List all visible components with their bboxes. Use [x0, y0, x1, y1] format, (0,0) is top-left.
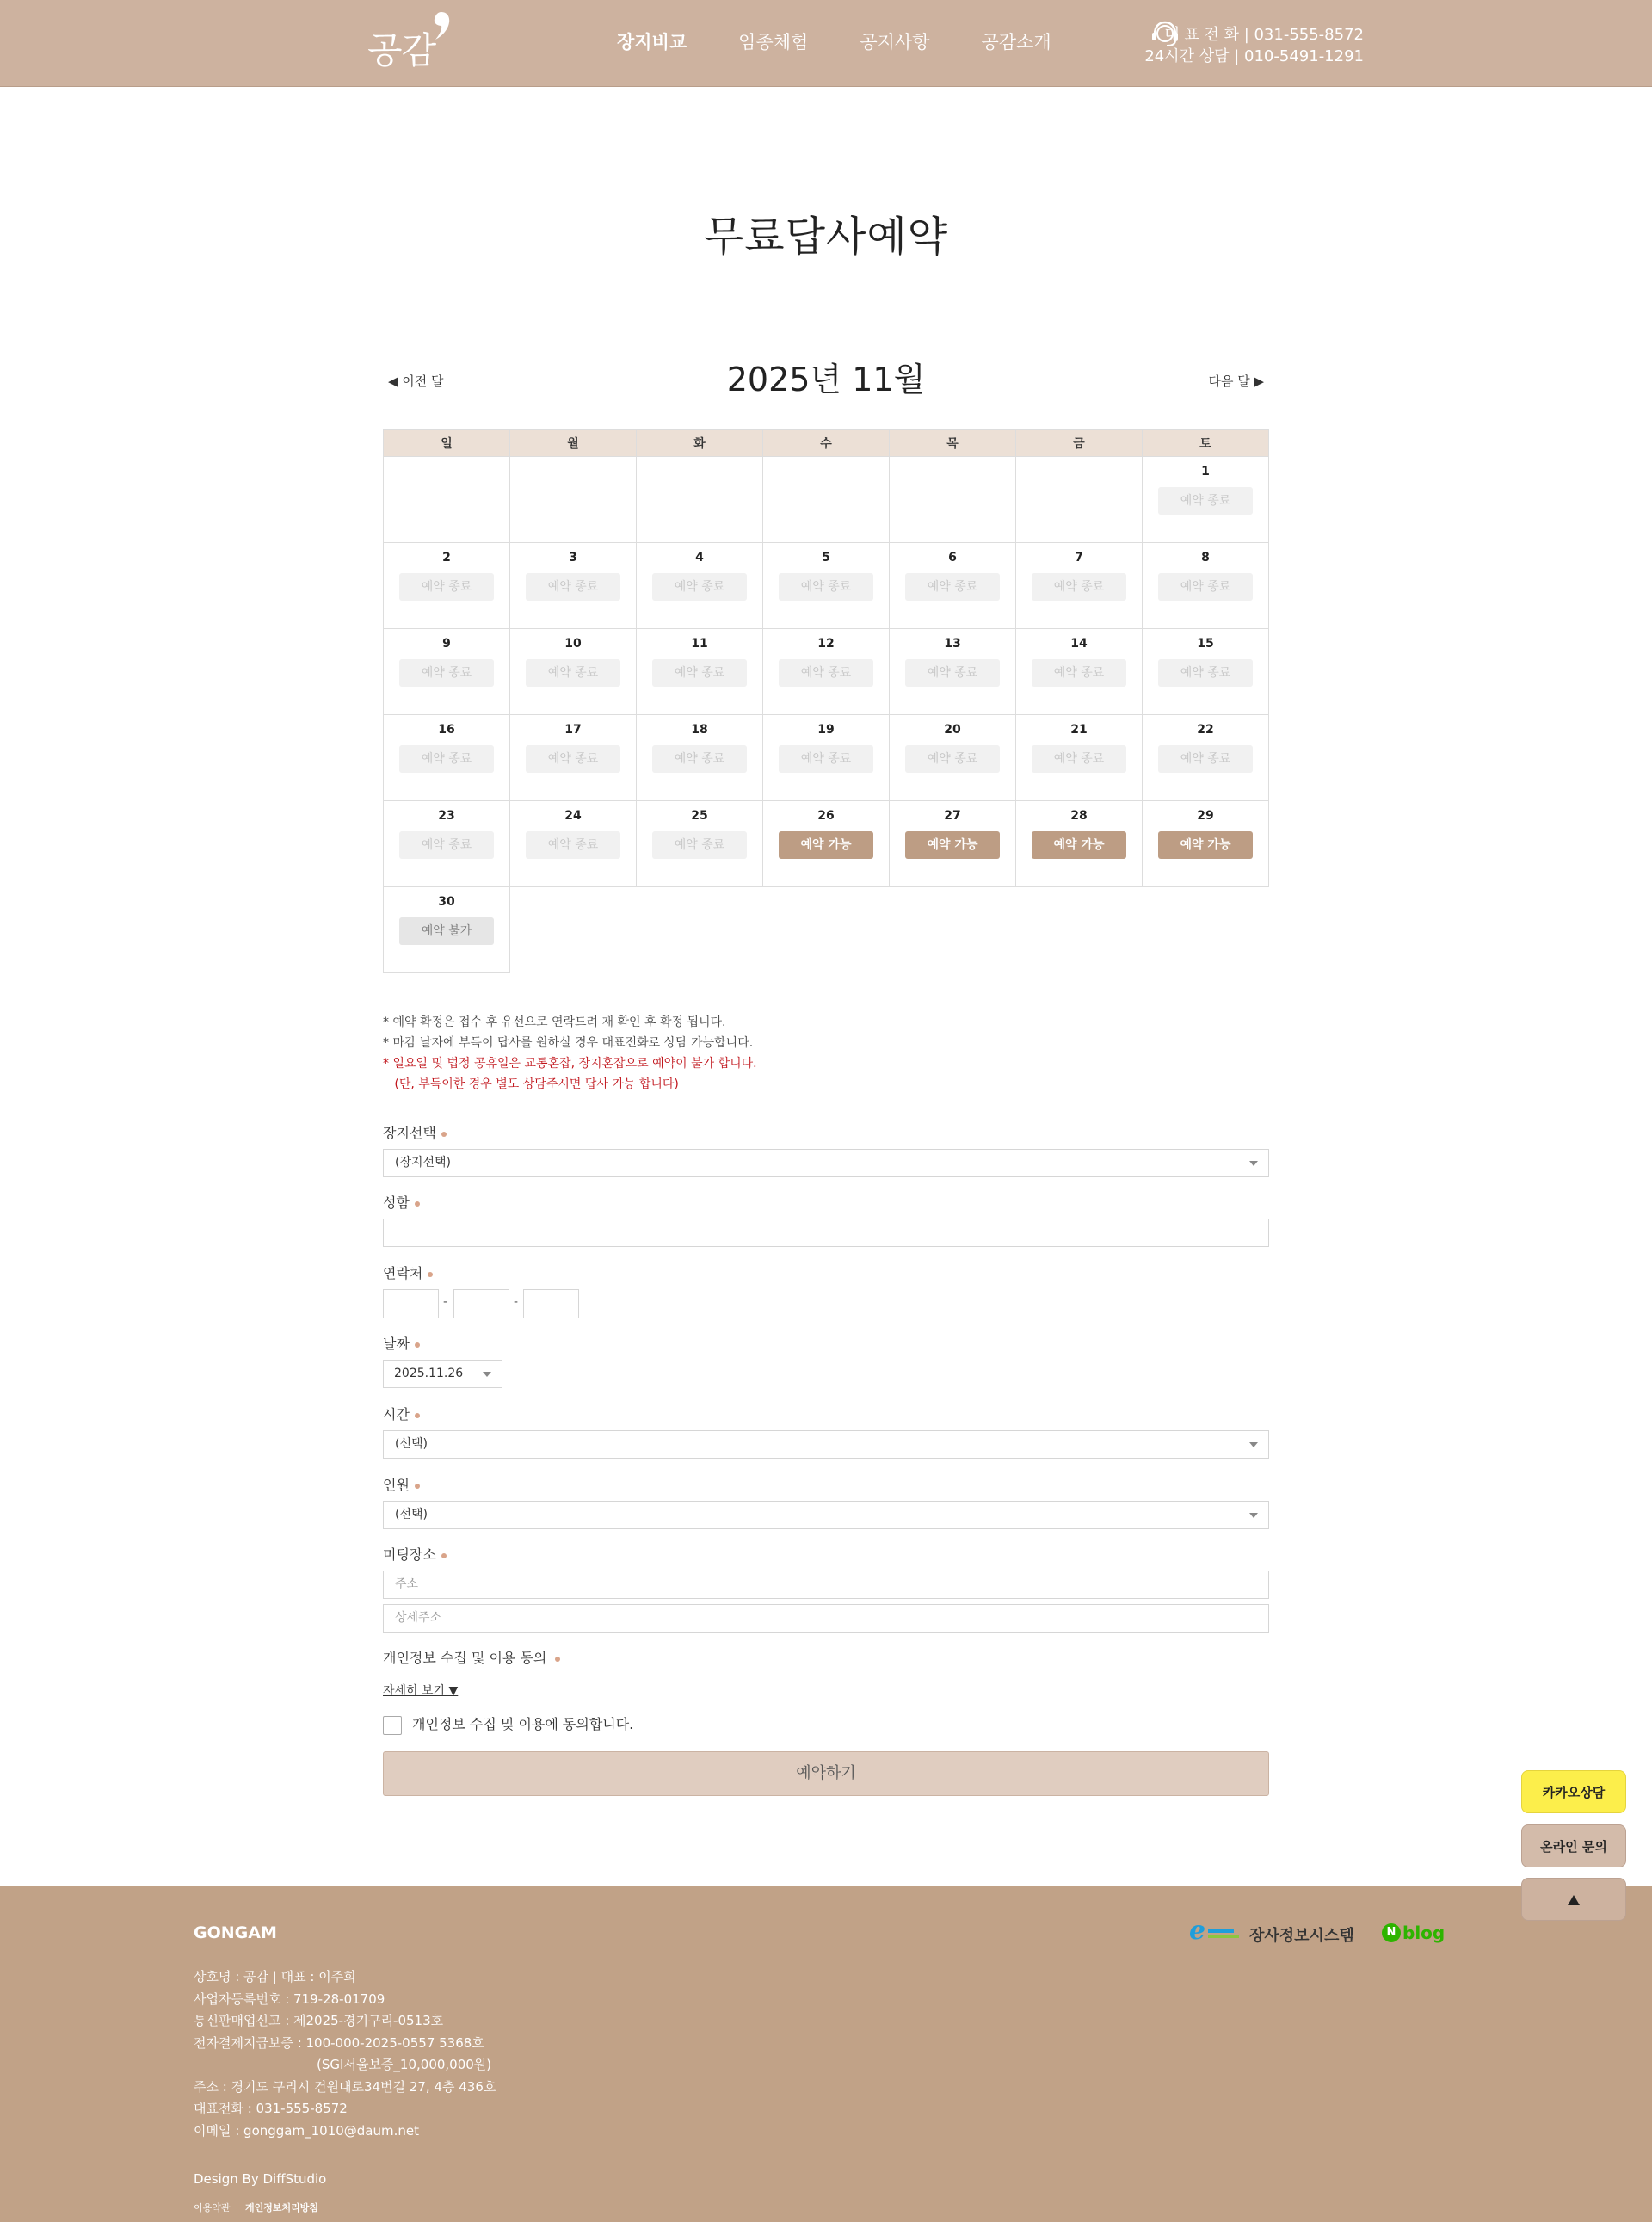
day-number: 15 — [1197, 637, 1214, 651]
calendar-day-cell — [384, 715, 510, 801]
calendar-day-cell — [763, 543, 890, 629]
day-number: 23 — [438, 809, 455, 823]
calendar-empty-cell — [384, 457, 510, 543]
calendar-day-cell — [384, 801, 510, 887]
reserve-closed-badge: 예약 종료 — [1158, 659, 1253, 687]
calendar-filler-cell — [637, 887, 763, 973]
calendar-day-cell — [890, 543, 1016, 629]
naver-n-icon: N — [1382, 1923, 1401, 1942]
day-number: 25 — [691, 809, 708, 823]
chevron-down-icon — [1249, 1161, 1258, 1166]
arrow-up-icon — [1568, 1895, 1580, 1905]
privacy-agree[interactable] — [383, 1713, 633, 1735]
name-input[interactable] — [383, 1219, 1269, 1247]
required-dot — [428, 1272, 433, 1277]
agree-checkbox[interactable] — [383, 1716, 402, 1735]
people-label — [383, 1474, 420, 1494]
nav-item-experience[interactable]: 임종체험 — [738, 32, 809, 52]
weekday-row — [384, 430, 1269, 457]
reserve-available-button[interactable]: 예약 가능 — [1158, 831, 1253, 859]
calendar-day-cell — [510, 715, 637, 801]
day-number: 21 — [1070, 723, 1088, 737]
day-number: 17 — [564, 723, 582, 737]
nav-item-compare[interactable]: 장지비교 — [617, 32, 687, 52]
place-select[interactable] — [383, 1149, 1269, 1177]
calendar-day-cell — [1016, 715, 1143, 801]
footer-info-line: 대표전화 : 031-555-8572 — [194, 2101, 348, 2116]
logo-text: 공감 — [367, 29, 436, 71]
day-number: 26 — [817, 809, 835, 823]
logo[interactable] — [367, 10, 462, 71]
naver-blog-logo[interactable] — [1382, 1923, 1451, 1945]
reserve-closed-badge: 예약 종료 — [1032, 573, 1126, 601]
name-label-text: 성함 — [383, 1194, 410, 1211]
kakao-consult-button[interactable]: 카카오상담 — [1521, 1770, 1626, 1813]
phone-separator: - — [443, 1295, 448, 1309]
calendar-week-row — [384, 801, 1269, 887]
contact-info — [1144, 24, 1364, 67]
day-number: 19 — [817, 723, 835, 737]
reserve-closed-badge: 예약 종료 — [1158, 573, 1253, 601]
calendar-day-cell — [890, 629, 1016, 715]
required-dot — [555, 1657, 560, 1662]
day-number: 10 — [564, 637, 582, 651]
reserve-closed-badge: 예약 종료 — [1032, 745, 1126, 773]
weekday-header: 토 — [1143, 430, 1269, 457]
date-select-value: 2025.11.26 — [394, 1367, 464, 1380]
footer-info-line: 전자결제지급보증 : 100-000-2025-0557 5368호 — [194, 2034, 484, 2051]
calendar-header — [383, 353, 1269, 404]
weekday-header: 수 — [763, 430, 890, 457]
site-header — [0, 0, 1652, 87]
calendar-empty-cell — [763, 457, 890, 543]
time-label — [383, 1404, 420, 1423]
calendar-filler-cell — [890, 887, 1016, 973]
day-number: 8 — [1201, 551, 1210, 565]
nav-item-about[interactable]: 공감소개 — [981, 32, 1051, 52]
prev-month-button[interactable]: ◀ 이전 달 — [388, 373, 444, 389]
day-number: 7 — [1075, 551, 1083, 565]
reserve-closed-badge: 예약 종료 — [905, 659, 1000, 687]
time-select[interactable] — [383, 1430, 1269, 1459]
calendar-filler-cell — [1016, 887, 1143, 973]
day-number: 22 — [1197, 723, 1214, 737]
phone-separator: - — [514, 1295, 519, 1309]
reserve-closed-badge: 예약 종료 — [652, 573, 747, 601]
reserve-closed-badge: 예약 종료 — [1158, 745, 1253, 773]
calendar-empty-cell — [510, 457, 637, 543]
calendar-week-row — [384, 887, 1269, 973]
funeral-info-system-logo[interactable] — [1187, 1916, 1359, 1947]
next-month-button[interactable]: 다음 달 ▶ — [1208, 373, 1264, 389]
weekday-header: 일 — [384, 430, 510, 457]
day-number: 6 — [948, 551, 957, 565]
day-number: 4 — [695, 551, 704, 565]
day-number: 28 — [1070, 809, 1088, 823]
address-input[interactable] — [383, 1571, 1269, 1599]
calendar-week-row — [384, 543, 1269, 629]
calendar-day-cell — [510, 629, 637, 715]
note-line: * 마감 날자에 부득이 답사를 원하실 경우 대표전화로 상담 가능합니다. — [383, 1036, 754, 1050]
calendar-empty-cell — [890, 457, 1016, 543]
day-number: 5 — [822, 551, 830, 565]
reserve-closed-badge: 예약 종료 — [652, 659, 747, 687]
place-label-text: 장지선택 — [383, 1125, 436, 1141]
calendar-day-cell — [763, 715, 890, 801]
day-number: 9 — [442, 637, 451, 651]
reservation-notes — [383, 1012, 757, 1095]
reserve-closed-badge: 예약 종료 — [399, 573, 494, 601]
scroll-top-button[interactable] — [1521, 1878, 1626, 1921]
calendar-body — [384, 457, 1269, 973]
note-line-warning: (단, 부득이한 경우 별도 상담주시면 답사 가능 합니다) — [383, 1077, 679, 1091]
weekday-header: 목 — [890, 430, 1016, 457]
calendar-day-cell — [1143, 543, 1269, 629]
place-select-value: (장지선택) — [395, 1156, 452, 1170]
name-label — [383, 1192, 420, 1212]
required-dot — [415, 1201, 420, 1207]
day-number: 29 — [1197, 809, 1214, 823]
reserve-closed-badge: 예약 종료 — [779, 573, 873, 601]
people-select[interactable] — [383, 1501, 1269, 1529]
calendar-day-cell — [637, 715, 763, 801]
footer-info-line: 통신판매업신고 : 제2025-경기구리-0513호 — [194, 2013, 444, 2028]
reserve-closed-badge: 예약 종료 — [526, 831, 620, 859]
footer-info-line: 이메일 : gonggam_1010@daum.net — [194, 2122, 420, 2139]
meeting-label — [383, 1544, 447, 1564]
phone-label — [383, 1262, 433, 1282]
logo-comma-mark — [432, 10, 451, 45]
privacy-label-text: 개인정보 수집 및 이용 동의 — [383, 1650, 547, 1666]
people-select-value: (선택) — [395, 1508, 428, 1521]
reserve-closed-badge: 예약 종료 — [905, 573, 1000, 601]
calendar-day-cell — [1016, 801, 1143, 887]
calendar-empty-cell — [1016, 457, 1143, 543]
address-detail-input[interactable] — [383, 1604, 1269, 1633]
weekday-header: 화 — [637, 430, 763, 457]
reserve-closed-badge: 예약 종료 — [1158, 487, 1253, 515]
meeting-label-text: 미팅장소 — [383, 1546, 436, 1563]
footer-info-line: 주소 : 경기도 구리시 건원대로34번길 27, 4층 436호 — [194, 2078, 496, 2095]
privacy-more-link[interactable]: 자세히 보기 ▼ — [383, 1684, 459, 1698]
calendar-day-cell — [510, 801, 637, 887]
required-dot — [415, 1413, 420, 1418]
chevron-down-icon — [1249, 1513, 1258, 1518]
calendar-day-cell — [1016, 629, 1143, 715]
day-number: 12 — [817, 637, 835, 651]
date-label — [383, 1333, 420, 1353]
footer-privacy-link[interactable]: 개인정보처리방침 — [245, 2202, 319, 2213]
online-inquiry-button[interactable]: 온라인 문의 — [1521, 1824, 1626, 1867]
calendar-week-row — [384, 457, 1269, 543]
footer-design-credit: Design By DiffStudio — [194, 2171, 327, 2187]
reserve-submit-button[interactable]: 예약하기 — [383, 1751, 1269, 1796]
reserve-closed-badge: 예약 종료 — [1032, 659, 1126, 687]
calendar-day-cell — [637, 543, 763, 629]
required-dot — [441, 1553, 447, 1558]
footer-info-line: (SGI서울보증_10,000,000원) — [194, 2057, 492, 2072]
e-haneul-icon: e — [1189, 1916, 1206, 1946]
calendar-day-cell — [384, 629, 510, 715]
calendar-day-cell — [1016, 543, 1143, 629]
day-number: 2 — [442, 551, 451, 565]
reserve-available-button[interactable]: 예약 가능 — [905, 831, 1000, 859]
calendar-day-cell — [763, 629, 890, 715]
day-number: 27 — [944, 809, 961, 823]
reserve-closed-badge: 예약 종료 — [526, 745, 620, 773]
reserve-closed-badge: 예약 종료 — [652, 745, 747, 773]
address-placeholder: 주소 — [395, 1577, 419, 1591]
calendar-day-cell — [1143, 801, 1269, 887]
chevron-down-icon — [1249, 1442, 1258, 1447]
time-label-text: 시간 — [383, 1406, 410, 1423]
site-footer — [0, 1886, 1652, 2222]
phone-input-3[interactable] — [523, 1289, 579, 1318]
main-nav — [617, 28, 1103, 54]
calendar-day-cell — [890, 715, 1016, 801]
phone-input-2[interactable] — [453, 1289, 509, 1318]
funeral-info-system-text: 장사정보시스템 — [1249, 1927, 1354, 1945]
calendar-day-cell — [510, 543, 637, 629]
page-title: 무료답사예약 — [703, 213, 949, 261]
reserve-closed-badge: 예약 종료 — [526, 659, 620, 687]
day-number: 30 — [438, 895, 455, 909]
day-number: 3 — [569, 551, 577, 565]
footer-info — [194, 1966, 496, 2142]
footer-info-line: 상호명 : 공감 | 대표 : 이주희 — [194, 1969, 356, 1984]
contact-24h-phone: 24시간 상담 | 010-5491-1291 — [1144, 47, 1364, 65]
address-detail-placeholder: 상세주소 — [395, 1611, 442, 1625]
reserve-unavailable-badge: 예약 불가 — [399, 917, 494, 945]
footer-links — [194, 2200, 330, 2214]
reserve-closed-badge: 예약 종료 — [779, 659, 873, 687]
day-number: 13 — [944, 637, 961, 651]
reserve-closed-badge: 예약 종료 — [905, 745, 1000, 773]
logo-bars-icon — [1208, 1929, 1239, 1941]
day-number: 24 — [564, 809, 582, 823]
calendar-week-row — [384, 629, 1269, 715]
place-label — [383, 1122, 447, 1142]
calendar-month-title: 2025년 11월 — [726, 361, 926, 398]
calendar-day-cell — [637, 801, 763, 887]
blog-text: blog — [1402, 1923, 1446, 1943]
reserve-closed-badge: 예약 종료 — [779, 745, 873, 773]
footer-info-line: 사업자등록번호 : 719-28-01709 — [194, 1991, 385, 2007]
date-select[interactable] — [383, 1360, 502, 1388]
calendar-week-row — [384, 715, 1269, 801]
reserve-available-button[interactable]: 예약 가능 — [779, 831, 873, 859]
phone-input-1[interactable] — [383, 1289, 439, 1318]
calendar-filler-cell — [763, 887, 890, 973]
required-dot — [415, 1484, 420, 1489]
note-line-warning: * 일요일 및 법정 공휴일은 교통혼잡, 장지혼잡으로 예약이 불가 합니다. — [383, 1057, 757, 1071]
calendar-day-cell — [1143, 629, 1269, 715]
required-dot — [415, 1342, 420, 1348]
calendar-empty-cell — [637, 457, 763, 543]
footer-terms-link[interactable]: 이용약관 — [194, 2202, 231, 2213]
people-label-text: 인원 — [383, 1477, 410, 1493]
reserve-closed-badge: 예약 종료 — [399, 831, 494, 859]
agree-text: 개인정보 수집 및 이용에 동의합니다. — [412, 1716, 634, 1732]
day-number: 1 — [1201, 465, 1210, 478]
calendar-day-cell — [1143, 457, 1269, 543]
day-number: 16 — [438, 723, 455, 737]
reserve-closed-badge: 예약 종료 — [399, 659, 494, 687]
reserve-closed-badge: 예약 종료 — [526, 573, 620, 601]
day-number: 18 — [691, 723, 708, 737]
calendar-day-cell — [763, 801, 890, 887]
day-number: 14 — [1070, 637, 1088, 651]
phone-label-text: 연락처 — [383, 1265, 423, 1281]
contact-main-phone: 대 표 전 화 | 031-555-8572 — [1164, 26, 1364, 44]
nav-item-notice[interactable]: 공지사항 — [860, 32, 930, 52]
calendar-filler-cell — [510, 887, 637, 973]
calendar-table — [383, 429, 1269, 973]
reserve-closed-badge: 예약 종료 — [399, 745, 494, 773]
privacy-label — [383, 1647, 560, 1667]
day-number: 11 — [691, 637, 708, 651]
footer-brand: GONGAM — [194, 1923, 277, 1942]
reserve-closed-badge: 예약 종료 — [652, 831, 747, 859]
calendar-filler-cell — [1143, 887, 1269, 973]
date-label-text: 날짜 — [383, 1336, 410, 1352]
calendar-day-cell — [384, 543, 510, 629]
weekday-header: 금 — [1016, 430, 1143, 457]
time-select-value: (선택) — [395, 1437, 428, 1451]
calendar-day-cell — [637, 629, 763, 715]
chevron-down-icon — [483, 1372, 491, 1377]
note-line: * 예약 확정은 접수 후 유선으로 연락드려 재 확인 후 확정 됩니다. — [383, 1015, 726, 1029]
calendar-day-cell — [384, 887, 510, 973]
day-number: 20 — [944, 723, 961, 737]
weekday-header: 월 — [510, 430, 637, 457]
reserve-available-button[interactable]: 예약 가능 — [1032, 831, 1126, 859]
calendar-day-cell — [1143, 715, 1269, 801]
calendar-day-cell — [890, 801, 1016, 887]
required-dot — [441, 1132, 447, 1137]
